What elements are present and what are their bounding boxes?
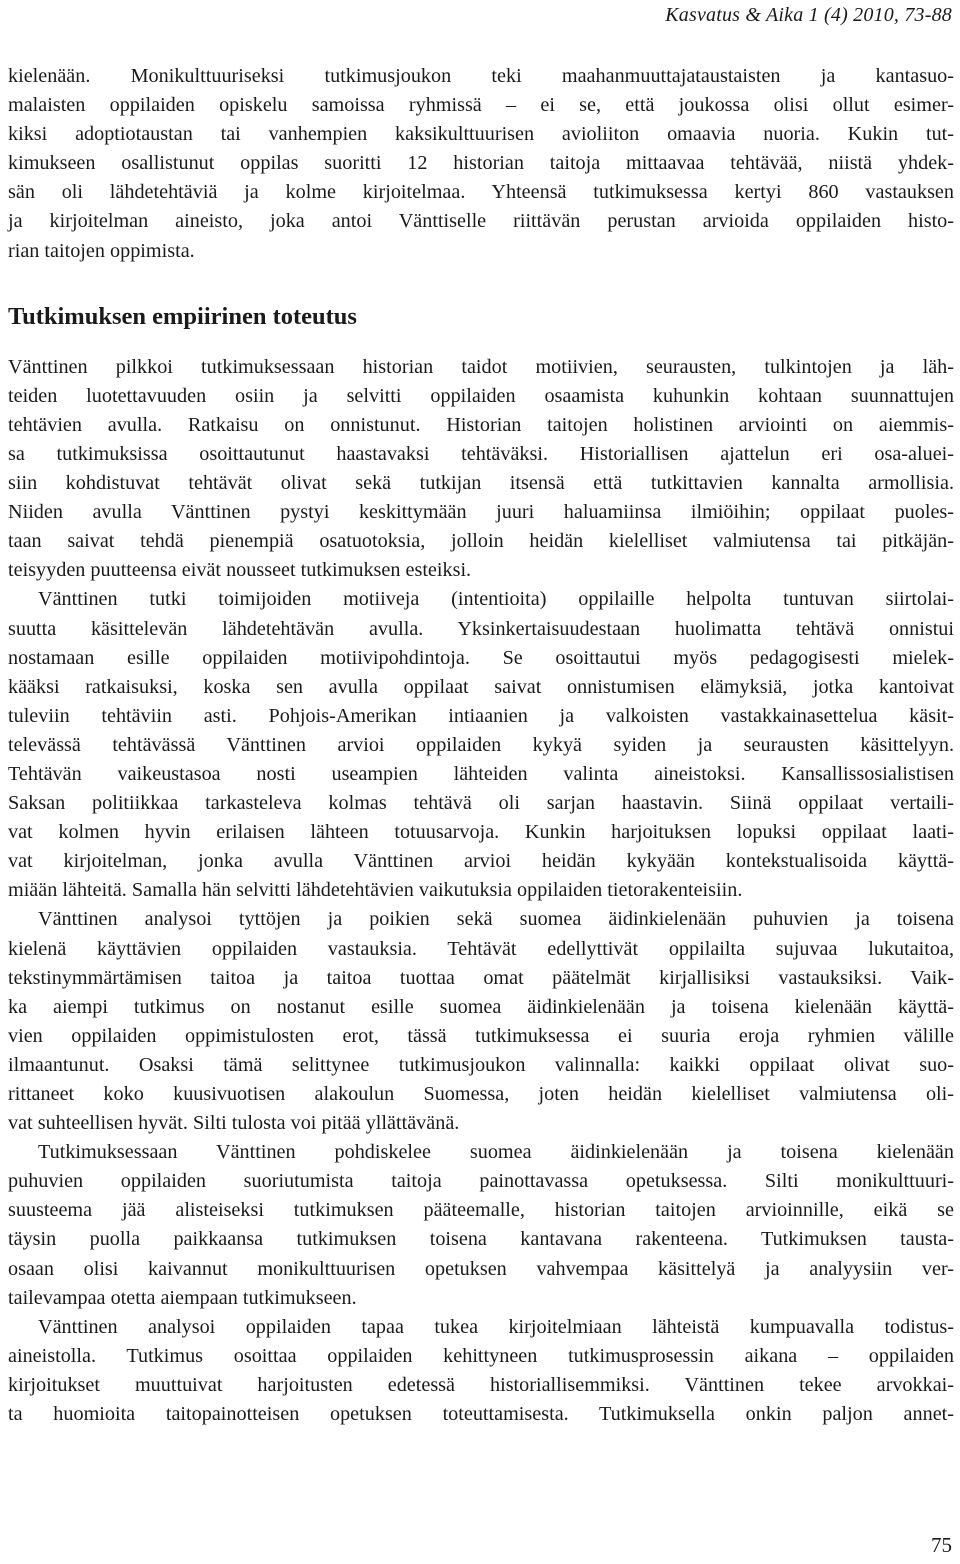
text-line: aineistolla. Tutkimus osoittaa oppilaiden kehittyneen tutkimusprosessin aikana – oppilaiden bbox=[8, 1344, 954, 1367]
text-line: ta huomioita taitopainotteisen opetuksen toteuttamisesta. Tutkimuksella onkin paljon annet- bbox=[8, 1403, 954, 1426]
section-heading: Tutkimuksen empiirinen toteutus bbox=[8, 302, 357, 330]
text-line: Vänttinen analysoi oppilaiden tapaa tukea kirjoitelmiaan lähteistä kumpuavalla todistus- bbox=[38, 1315, 954, 1338]
text-line: Niiden avulla Vänttinen pystyi keskittymään juuri haluamiinsa ilmiöihin; oppilaat puoles- bbox=[8, 501, 954, 524]
text-line: Vänttinen tutki toimijoiden motiiveja (intentioita) oppilaille helpolta tuntuvan siirtolai- bbox=[38, 588, 954, 611]
text-line: Vänttinen analysoi tyttöjen ja poikien sekä suomea äidinkielenään puhuvien ja toisena bbox=[38, 908, 954, 931]
text-line: puhuvien oppilaiden suoriutumista taitoja painottavassa opetuksessa. Silti monikulttuuri- bbox=[8, 1170, 954, 1193]
text-line: tekstinymmärtämisen taitoa ja taitoa tuottaa omat päätelmät kirjallisiksi vastauksiksi. Vaik- bbox=[8, 966, 954, 989]
text-line: ilmaantunut. Osaksi tämä selittynee tutkimusjoukon valinnalla: kaikki oppilaat olivat suo- bbox=[8, 1053, 954, 1076]
page-number: 75 bbox=[931, 1533, 952, 1557]
text-line: teisyyden puutteensa eivät nousseet tutkimuksen esteiksi. bbox=[8, 559, 472, 582]
text-line: Saksan politiikkaa tarkasteleva kolmas tehtävä oli sarjan haastavin. Siinä oppilaat vertaili- bbox=[8, 792, 954, 815]
text-line: suusteema jää alisteiseksi tutkimuksen pääteemalle, historian taitojen arvioinnille, eikä se bbox=[8, 1199, 954, 1222]
paragraph bbox=[8, 1313, 954, 1429]
text-line: siin kohdistuvat tehtävät olivat sekä tutkijan itsensä että tutkittavien kannalta armollisia. bbox=[8, 472, 954, 495]
text-line: osaan olisi kaivannut monikulttuurisen opetuksen vahvempaa käsittelyä ja analyysiin ver- bbox=[8, 1257, 954, 1280]
intro-paragraph bbox=[8, 62, 954, 266]
text-line: vat kirjoitelman, jonka avulla Vänttinen arvioi heidän kykyään kontekstualisoida käyttä- bbox=[8, 850, 954, 873]
text-line: teiden luotettavuuden osiin ja selvitti oppilaiden osaamista kuhunkin kohtaan suunnattujen bbox=[8, 384, 954, 407]
text-line: kimukseen osallistunut oppilas suoritti 12 historian taitoja mittaavaa tehtävää, niistä yhdek- bbox=[8, 152, 954, 175]
text-line: tehtävien avulla. Ratkaisu on onnistunut. Historian taitojen holistinen arviointi on aiemmis- bbox=[8, 413, 954, 436]
paragraph bbox=[8, 905, 954, 1138]
text-line: ja kirjoitelman aineisto, joka antoi Vänttiselle riittävän perustan arvioida oppilaiden histo- bbox=[8, 210, 954, 233]
text-line: rittaneet koko kuusivuotisen alakoulun Suomessa, joten heidän kielelliset valmiutensa oli- bbox=[8, 1083, 954, 1105]
text-line: miään lähteitä. Samalla hän selvitti lähdetehtävien vaikutuksia oppilaiden tietorakenteisiin. bbox=[8, 879, 743, 902]
spacer bbox=[8, 266, 954, 300]
text-line: kielenä käyttävien oppilaiden vastauksia. Tehtävät edellyttivät oppilailta sujuvaa lukutaitoa, bbox=[8, 937, 954, 960]
paragraph bbox=[8, 353, 954, 586]
text-line: rian taitojen oppimista. bbox=[8, 239, 195, 262]
text-line: televässä tehtävässä Vänttinen arvioi oppilaiden kykyä syiden ja seurausten käsittelyyn. bbox=[8, 733, 954, 756]
article-body bbox=[8, 62, 954, 1429]
text-line: Vänttinen pilkkoi tutkimuksessaan historian taidot motiivien, seurausten, tulkintojen ja läh- bbox=[8, 355, 954, 378]
text-line: kiksi adoptiotaustan tai vanhempien kaksikulttuurisen avioliiton omaavia nuoria. Kukin tut- bbox=[8, 123, 954, 146]
running-header: Kasvatus & Aika 1 (4) 2010, 73-88 bbox=[665, 4, 952, 26]
text-line: taan saivat tehdä pienempiä osatuotoksia, jolloin heidän kielelliset valmiutensa tai pitkäjän- bbox=[8, 530, 954, 553]
text-line: täysin puolla paikkaansa tutkimuksen toisena kantavana rakenteena. Tutkimuksen tausta- bbox=[8, 1228, 954, 1251]
paragraph bbox=[8, 1138, 954, 1313]
text-line: Tutkimuksessaan Vänttinen pohdiskelee suomea äidinkielenään ja toisena kielenään bbox=[38, 1141, 954, 1164]
text-line: sän oli lähdetehtäviä ja kolme kirjoitelmaa. Yhteensä tutkimuksessa kertyi 860 vastauksen bbox=[8, 181, 954, 204]
text-line: Tehtävän vaikeustasoa nosti useampien lähteiden valinta aineistoksi. Kansallissosialistisen bbox=[8, 762, 954, 785]
text-line: nostamaan esille oppilaiden motiivipohdintoja. Se osoittautui myös pedagogisesti mielek- bbox=[8, 646, 954, 669]
text-line: suutta käsittelevän lähdetehtävän avulla. Yksinkertaisuudestaan huolimatta tehtävä onnistui bbox=[8, 617, 954, 640]
text-line: vat kolmen hyvin erilaisen lähteen totuusarvoja. Kunkin harjoituksen lopuksi oppilaat laati- bbox=[8, 821, 954, 844]
text-line: sa tutkimuksissa osoittautunut haastavaksi tehtäväksi. Historiallisen ajattelun eri osa-aluei- bbox=[8, 442, 954, 465]
text-line: tailevampaa otetta aiempaan tutkimukseen. bbox=[8, 1286, 357, 1309]
text-line: ka aiempi tutkimus on nostanut esille suomea äidinkielenään ja toisena kielenään käyttä- bbox=[8, 995, 954, 1018]
text-line: kielenään. Monikulttuuriseksi tutkimusjoukon teki maahanmuuttajataustaisten ja kantasuo- bbox=[8, 65, 954, 87]
text-line: kirjoitukset muuttuivat harjoitusten edetessä historiallisemmiksi. Vänttinen tekee arvokkai- bbox=[8, 1373, 954, 1396]
paragraph bbox=[8, 585, 954, 905]
text-line: malaisten oppilaiden opiskelu samoissa ryhmissä – ei se, että joukossa olisi ollut esimer- bbox=[8, 94, 954, 117]
text-line: kääksi ratkaisuksi, koska sen avulla oppilaat saivat onnistumisen elämyksiä, jotka kantoivat bbox=[8, 675, 954, 698]
text-line: vien oppilaiden oppimistulosten erot, tässä tutkimuksessa ei suuria eroja ryhmien välille bbox=[8, 1024, 954, 1047]
text-line: vat suhteellisen hyvät. Silti tulosta voi pitää yllättävänä. bbox=[8, 1112, 460, 1135]
text-line: tuleviin tehtäviin asti. Pohjois-Amerikan intiaanien ja valkoisten vastakkainasettelua käsit- bbox=[8, 704, 954, 727]
